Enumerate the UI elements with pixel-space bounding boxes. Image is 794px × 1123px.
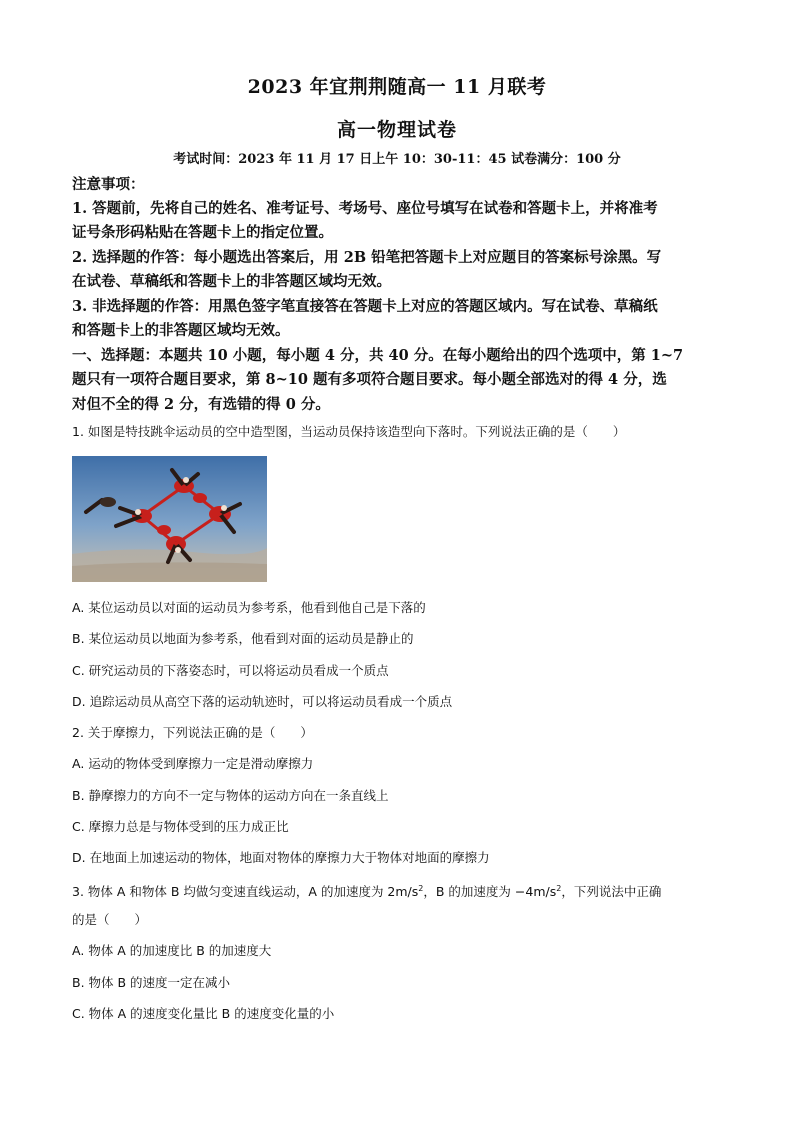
notice-item-2-line-2: 在试卷、草稿纸和答题卡上的非答题区域均无效。 bbox=[72, 273, 391, 290]
question-2-option-b: B. 静摩擦力的方向不一定与物体的运动方向在一条直线上 bbox=[72, 788, 389, 803]
question-1-stem: 1. 如图是特技跳伞运动员的空中造型图，当运动员保持该造型向下落时。下列说法正确的是（ ） bbox=[72, 424, 626, 439]
skydivers-photo bbox=[72, 456, 267, 582]
question-2-option-c: C. 摩擦力总是与物体受到的压力成正比 bbox=[72, 819, 289, 834]
exam-title: 2023 年宜荆荆随高一 11 月联考 bbox=[247, 76, 547, 98]
notice-item-2-line-1: 2. 选择题的作答：每小题选出答案后，用 2B 铅笔把答题卡上对应题目的答案标号涂黑。写 bbox=[72, 249, 662, 266]
question-1-option-c: C. 研究运动员的下落姿态时，可以将运动员看成一个质点 bbox=[72, 663, 389, 678]
question-3-stem-part-1: 3. 物体 A 和物体 B 均做匀变速直线运动，A 的加速度为 2m/s bbox=[72, 884, 419, 900]
question-3-option-b: B. 物体 B 的速度一定在减小 bbox=[72, 975, 231, 990]
question-3-stem-line-2: 的是（ ） bbox=[72, 912, 148, 927]
notice-item-1-line-2: 证号条形码粘贴在答题卡上的指定位置。 bbox=[72, 224, 333, 241]
exam-subtitle: 高一物理试卷 bbox=[336, 119, 457, 141]
question-1-option-a: A. 某位运动员以对面的运动员为参考系，他看到他自己是下落的 bbox=[72, 600, 426, 615]
question-3-exponent-2: 2 bbox=[556, 884, 562, 893]
question-3-stem-part-2: ，B 的加速度为 −4m/s bbox=[423, 884, 557, 900]
exam-info: 考试时间：2023 年 11 月 17 日上午 10：30-11：45 试卷满分：100 分 bbox=[173, 152, 621, 167]
question-3-exponent-1: 2 bbox=[418, 884, 424, 893]
section-instructions-line-3: 对但不全的得 2 分，有选错的得 0 分。 bbox=[72, 396, 330, 413]
question-2-stem: 2. 关于摩擦力，下列说法正确的是（ ） bbox=[72, 725, 313, 740]
question-1-option-d: D. 追踪运动员从高空下落的运动轨迹时，可以将运动员看成一个质点 bbox=[72, 694, 453, 709]
question-3-option-a: A. 物体 A 的加速度比 B 的加速度大 bbox=[72, 943, 272, 958]
question-3-stem bbox=[72, 878, 722, 903]
section-instructions-line-1: 一、选择题：本题共 10 小题，每小题 4 分，共 40 分。在每小题给出的四个选项中，第 1~7 bbox=[72, 347, 684, 364]
notice-heading: 注意事项： bbox=[72, 176, 145, 193]
question-2-option-a: A. 运动的物体受到摩擦力一定是滑动摩擦力 bbox=[72, 756, 314, 771]
notice-item-3-line-2: 和答题卡上的非答题区域均无效。 bbox=[72, 322, 290, 339]
question-2-option-d: D. 在地面上加速运动的物体，地面对物体的摩擦力大于物体对地面的摩擦力 bbox=[72, 850, 490, 865]
question-3-stem-part-3: ，下列说法中正确 bbox=[561, 884, 662, 900]
notice-item-3-line-1: 3. 非选择题的作答：用黑色签字笔直接答在答题卡上对应的答题区域内。写在试卷、草稿纸 bbox=[72, 298, 658, 315]
section-instructions-line-2: 题只有一项符合题目要求，第 8~10 题有多项符合题目要求。每小题全部选对的得 4 分，选 bbox=[72, 371, 667, 388]
question-3-option-c: C. 物体 A 的速度变化量比 B 的速度变化量的小 bbox=[72, 1006, 335, 1021]
question-1-option-b: B. 某位运动员以地面为参考系，他看到对面的运动员是静止的 bbox=[72, 631, 414, 646]
notice-item-1-line-1: 1. 答题前，先将自己的姓名、准考证号、考场号、座位号填写在试卷和答题卡上，并将准考 bbox=[72, 200, 658, 217]
